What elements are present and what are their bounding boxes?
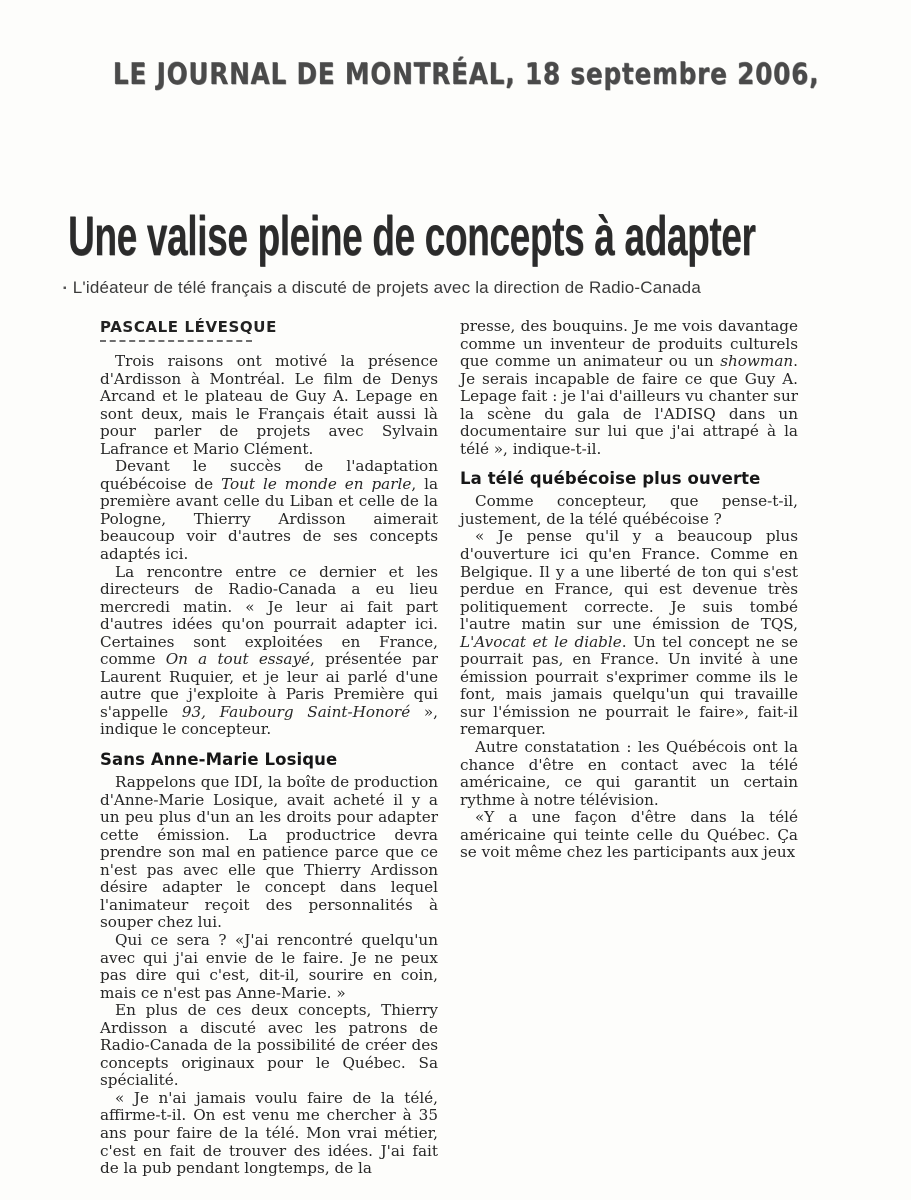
column-2 (460, 318, 798, 1178)
article-paragraph: En plus de ces deux concepts, Thierry Ardisson a discuté avec les patrons de Radio-Canada de la possibilité de créer des concepts originaux pour le Québec. Sa spécialité. (100, 1001, 438, 1090)
kicker-bullet-icon: ▪ (63, 283, 67, 294)
subheadline (63, 278, 701, 298)
section-heading: Sans Anne-Marie Losique (100, 750, 338, 770)
article-paragraph: « Je pense qu'il y a beaucoup plus d'ouverture ici qu'en France. Comme en Belgique. Il y a une liberté de ton qui s'est perdue en France, qui est devenue très politiquement correcte. Je suis tombé l'autre matin sur une émission de TQS, L'Avocat et le diable. Un tel concept ne se pourrait pas, en France. Un invité à une émission pourrait s'exprimer comme ils le font, mais jamais quelqu'un qui travaille sur l'émission ne pourrait le faire», fait-il remarquer. (460, 527, 799, 739)
article-paragraph: Rappelons que IDI, la boîte de production d'Anne-Marie Losique, avait acheté il y a un peu plus d'un an les droits pour adapter cette émission. La productrice devra prendre son mal en patience parce que ce n'est pas avec elle que Thierry Ardisson désire adapter le concept dans lequel l'animateur reçoit des personnalités à souper chez lui. (100, 773, 438, 932)
article-paragraph: Autre constatation : les Québécois ont la chance d'être en contact avec la télé américaine, ce qui garantit un certain rythme à notre télévision. (460, 738, 798, 809)
article-paragraph: «Y a une façon d'être dans la télé américaine qui teinte celle du Québec. Ça se voit même chez les participants aux jeux (460, 808, 798, 862)
masthead: LE JOURNAL DE MONTRÉAL, 18 septembre 2006, (113, 57, 820, 91)
headline: Une valise pleine de concepts à adapter (68, 204, 756, 267)
column-2-text (460, 318, 798, 862)
subheadline-text: L'idéateur de télé français a discuté de projets avec la direction de Radio-Canada (72, 278, 701, 297)
article-body (100, 318, 798, 1178)
section-heading: La télé québécoise plus ouverte (460, 469, 761, 489)
article-paragraph: Trois raisons ont motivé la présence d'Ardisson à Montréal. Le film de Denys Arcand et le plateau de Guy A. Lepage en sont deux, mais le Français était aussi là pour parler de projets avec Sylvain Lafrance et Mario Clément. (100, 352, 438, 458)
byline: PASCALE LÉVESQUE (100, 318, 277, 336)
article-paragraph: Devant le succès de l'adaptation québécoise de Tout le monde en parle, la première avant celle du Liban et celle de la Pologne, Thierry Ardisson aimerait beaucoup voir d'autres de ses concepts adaptés ici. (100, 457, 439, 564)
article-paragraph: Comme concepteur, que pense-t-il, justement, de la télé québécoise ? (460, 492, 798, 528)
column-1 (100, 318, 438, 1178)
article-paragraph: presse, des bouquins. Je me vois davantage comme un inventeur de produits culturels que comme un animateur ou un showman. Je serais incapable de faire ce que Guy A. Lepage fait : je l'ai d'ailleurs vu chanter sur la scène du gala de l'ADISQ dans un documentaire sur lui que j'ai attrapé à la télé », indique-t-il. (460, 317, 798, 458)
column-1-text (100, 353, 438, 1178)
article-paragraph: Qui ce sera ? «J'ai rencontré quelqu'un avec qui j'ai envie de le faire. Je ne peux pas dire qui c'est, dit-il, sourire en coin, mais ce n'est pas Anne-Marie. » (100, 930, 438, 1002)
article-paragraph: « Je n'ai jamais voulu faire de la télé, affirme-t-il. On est venu me chercher à 35 ans pour faire de la télé. Mon vrai métier, c'est en fait de trouver des idées. J'ai fait de la pub pendant longtemps, de la (100, 1088, 438, 1178)
article-paragraph: La rencontre entre ce dernier et les directeurs de Radio-Canada a eu lieu mercredi matin. « Je leur ai fait part d'autres idées qu'on pourrait adapter ici. Certaines sont exploitées en France, comme On a tout essayé, présentée par Laurent Ruquier, et je leur ai parlé d'une autre que j'exploite à Paris Première qui s'appelle 93, Faubourg Saint-Honoré », indique le concepteur. (100, 562, 438, 739)
byline-rule (100, 340, 252, 342)
